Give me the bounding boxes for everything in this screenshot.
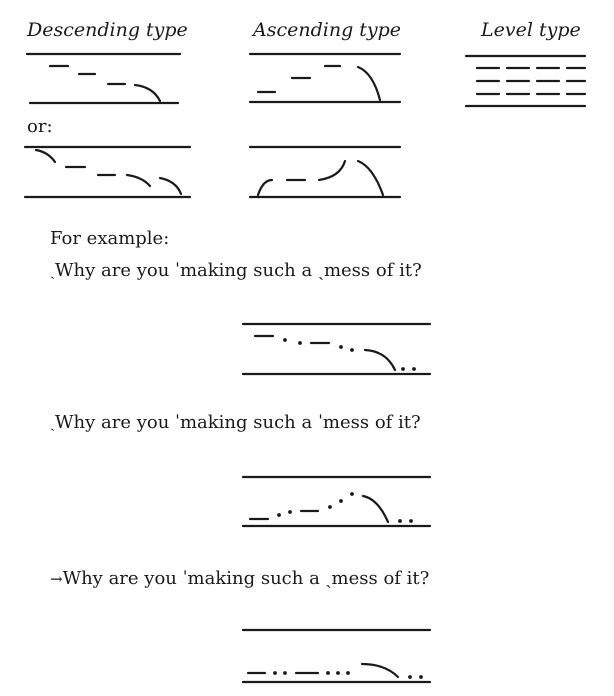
heading-level-type: Level type <box>481 19 581 41</box>
or-label: or: <box>27 116 53 137</box>
tone-marker-falling: ˎ <box>50 262 55 280</box>
sentence-part: Why are you <box>62 568 183 589</box>
heading-descending-type: Descending type <box>27 19 188 41</box>
sentence-part: making such a <box>187 568 326 589</box>
stress-mark: ˈ <box>175 412 180 433</box>
stress-mark: ˈ <box>182 568 188 589</box>
tone-marker-rising: ˏ <box>50 414 55 432</box>
diagram-descending-type-alt <box>25 147 190 197</box>
diagram-example-3 <box>243 630 430 682</box>
diagram-ascending-type <box>250 54 400 102</box>
diagram-example-2 <box>243 477 430 526</box>
sentence-part: Why are you <box>55 412 176 433</box>
sentence-part: mess of it? <box>323 260 422 281</box>
tone-marker-level: → <box>50 570 63 588</box>
stress-mark: ˎ <box>317 260 324 281</box>
diagram-descending-type <box>27 54 180 103</box>
diagram-level-type <box>466 56 585 106</box>
stress-mark: ˎ <box>325 568 332 589</box>
sentence-part: Why are you <box>55 260 176 281</box>
sentence-part: mess of it? <box>331 568 430 589</box>
stress-mark: ˈ <box>175 260 180 281</box>
sentence-part: making such a <box>179 260 318 281</box>
stress-mark: ˈ <box>317 412 323 433</box>
for-example-label: For example: <box>50 228 170 249</box>
sentence-part: making such a <box>179 412 318 433</box>
heading-ascending-type: Ascending type <box>253 19 402 41</box>
sentence-part: mess of it? <box>322 412 421 433</box>
diagram-example-1 <box>243 324 430 374</box>
diagram-ascending-type-alt <box>250 147 400 197</box>
